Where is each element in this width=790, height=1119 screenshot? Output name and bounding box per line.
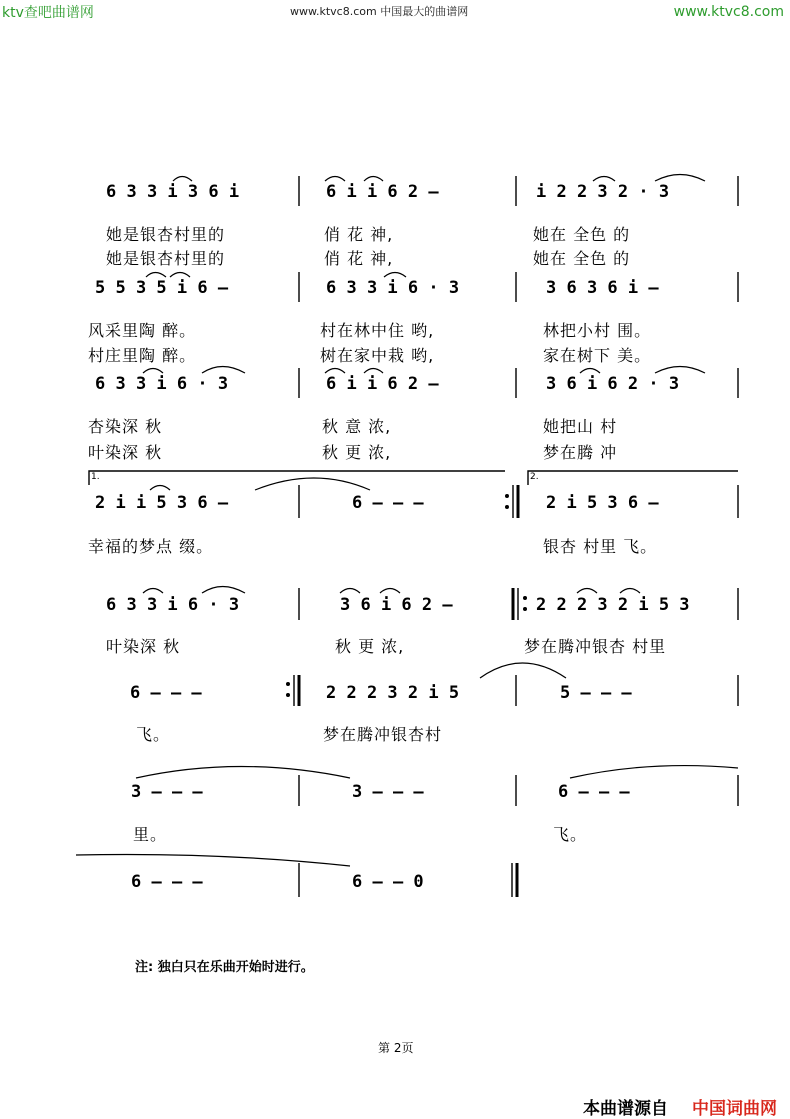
lyric-5a-1: 叶染深 秋	[106, 637, 181, 656]
measure-6-3: 5 – – –	[560, 683, 632, 703]
measure-8-2: 6 – – 0	[352, 872, 424, 892]
volta-1: 1.	[91, 472, 100, 482]
measure-3-1: 6 3 3 i 6 · 3	[95, 374, 229, 394]
lyric-4a-1: 幸福的梦点 缀。	[88, 537, 214, 556]
measure-1-1: 6 3 3 i 3 6 i	[106, 182, 240, 202]
lyric-1a-3: 她在 全色 的	[533, 225, 631, 244]
measure-8-1: 6 – – –	[131, 872, 203, 892]
measure-2-3: 3 6 3 6 i –	[546, 278, 659, 298]
lyric-1a-1: 她是银杏村里的	[106, 225, 226, 244]
lyric-2a-2: 村在林中住 哟,	[320, 321, 435, 340]
measure-7-3: 6 – – –	[558, 782, 630, 802]
lyric-2b-3: 家在树下 美。	[543, 346, 652, 365]
measure-2-1: 5 5 3 5 i 6 –	[95, 278, 229, 298]
lyric-3b-2: 秋 更 浓,	[322, 443, 392, 462]
measure-6-1: 6 – – –	[130, 683, 202, 703]
lyric-2b-2: 树在家中栽 哟,	[320, 346, 435, 365]
performance-note: 注: 独白只在乐曲开始时进行。	[135, 960, 314, 975]
site-logo-left[interactable]: ktv查吧曲谱网	[2, 5, 94, 21]
lyric-5a-2: 秋 更 浓,	[335, 637, 405, 656]
lyric-1a-2: 俏 花 神,	[324, 225, 394, 244]
lyric-3b-3: 梦在腾 冲	[543, 443, 618, 462]
measure-4-3: 2 i 5 3 6 –	[546, 493, 659, 513]
measure-5-1: 6 3 3 i 6 · 3	[106, 595, 240, 615]
measure-5-3: 2 2 2 3 2 i 5 3	[536, 595, 690, 615]
measure-4-1: 2 i i 5 3 6 –	[95, 493, 229, 513]
site-header-center: www.ktvc8.com 中国最大的曲谱网	[290, 5, 469, 18]
lyric-3b-1: 叶染深 秋	[88, 443, 163, 462]
site-logo-right[interactable]: www.ktvc8.com	[673, 4, 784, 20]
measure-5-2: 3 6 i 6 2 –	[340, 595, 453, 615]
lyric-1b-2: 俏 花 神,	[324, 249, 394, 268]
lyric-7a-2: 飞。	[553, 825, 588, 844]
lyric-5a-3: 梦在腾冲银杏 村里	[524, 637, 667, 656]
lyric-3a-3: 她把山 村	[543, 417, 618, 436]
lyric-2a-3: 林把小村 围。	[543, 321, 652, 340]
measure-4-2: 6 – – –	[352, 493, 424, 513]
lyric-2b-1: 村庄里陶 醉。	[88, 346, 197, 365]
measure-2-2: 6 3 3 i 6 · 3	[326, 278, 460, 298]
volta-2: 2.	[530, 472, 539, 482]
footer-source-label: 本曲谱源自	[583, 1099, 668, 1119]
lyric-6a-1: 飞。	[136, 725, 171, 744]
measure-3-3: 3 6 i 6 2 · 3	[546, 374, 680, 394]
footer-source-site[interactable]: 中国词曲网	[692, 1099, 777, 1119]
lyric-4a-2: 银杏 村里 飞。	[543, 537, 658, 556]
measure-1-2: 6 i i 6 2 –	[326, 182, 439, 202]
page-number: 第 2页	[378, 1041, 414, 1055]
lyric-1b-3: 她在 全色 的	[533, 249, 631, 268]
lyric-6a-2: 梦在腾冲银杏村	[323, 725, 443, 744]
measure-1-3: i 2 2 3 2 · 3	[536, 182, 670, 202]
measure-3-2: 6 i i 6 2 –	[326, 374, 439, 394]
measure-7-1: 3 – – –	[131, 782, 203, 802]
lyric-7a-1: 里。	[133, 825, 168, 844]
measure-7-2: 3 – – –	[352, 782, 424, 802]
lyric-3a-1: 杏染深 秋	[88, 417, 163, 436]
measure-6-2: 2 2 2 3 2 i 5	[326, 683, 460, 703]
lyric-1b-1: 她是银杏村里的	[106, 249, 226, 268]
lyric-3a-2: 秋 意 浓,	[322, 417, 392, 436]
lyric-2a-1: 风采里陶 醉。	[88, 321, 197, 340]
